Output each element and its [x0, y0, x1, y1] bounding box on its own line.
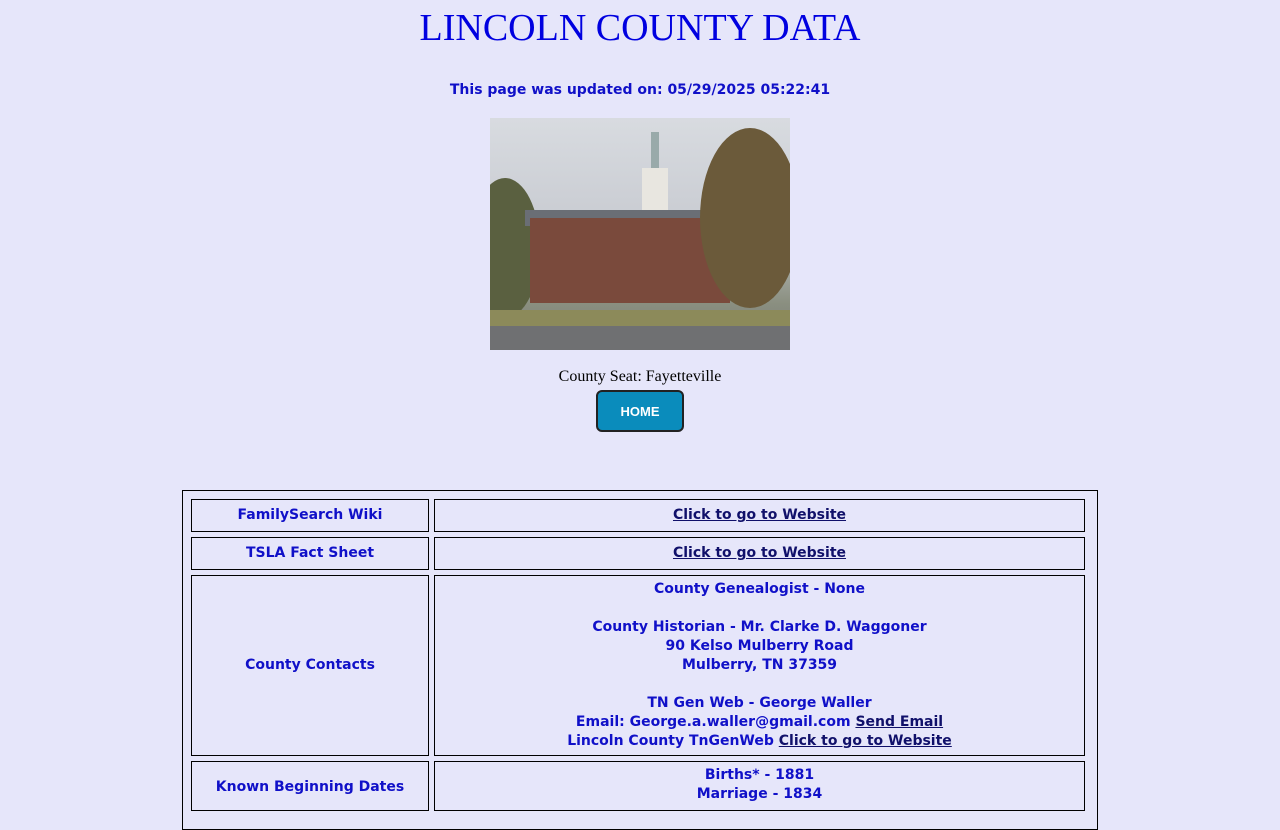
row-label: Known Beginning Dates	[191, 761, 429, 811]
row-label: FamilySearch Wiki	[191, 499, 429, 532]
row-label: County Contacts	[191, 575, 429, 756]
table-row	[191, 575, 1085, 756]
historian: County Historian - Mr. Clarke D. Waggoner	[592, 619, 927, 635]
updated-timestamp: This page was updated on: 05/29/2025 05:22:41	[449, 82, 831, 98]
email-text: Email: George.a.waller@gmail.com	[575, 714, 851, 730]
familysearch-link[interactable]: Click to go to Website	[672, 507, 847, 523]
tngenweb-link[interactable]: Click to go to Website	[778, 733, 952, 749]
marriage-date: Marriage - 1834	[696, 786, 823, 802]
tngenweb-contact: TN Gen Web - George Waller	[647, 695, 872, 711]
address-line: 90 Kelso Mulberry Road	[665, 638, 854, 654]
page-title: LINCOLN COUNTY DATA	[419, 7, 861, 49]
courthouse-photo	[490, 118, 790, 350]
genealogist: County Genealogist - None	[653, 581, 866, 597]
home-button[interactable]: HOME	[596, 390, 684, 432]
row-label: TSLA Fact Sheet	[191, 537, 429, 570]
table-row	[191, 761, 1085, 811]
site-prefix: Lincoln County TnGenWeb	[567, 733, 774, 749]
table-row	[191, 537, 1085, 570]
table-row	[191, 499, 1085, 532]
county-data-table	[182, 490, 1098, 830]
births-date: Births* - 1881	[704, 767, 815, 783]
address-line: Mulberry, TN 37359	[681, 657, 838, 673]
tsla-link[interactable]: Click to go to Website	[672, 545, 847, 561]
send-email-link[interactable]: Send Email	[855, 714, 944, 730]
county-seat: County Seat: Fayetteville	[558, 368, 722, 385]
